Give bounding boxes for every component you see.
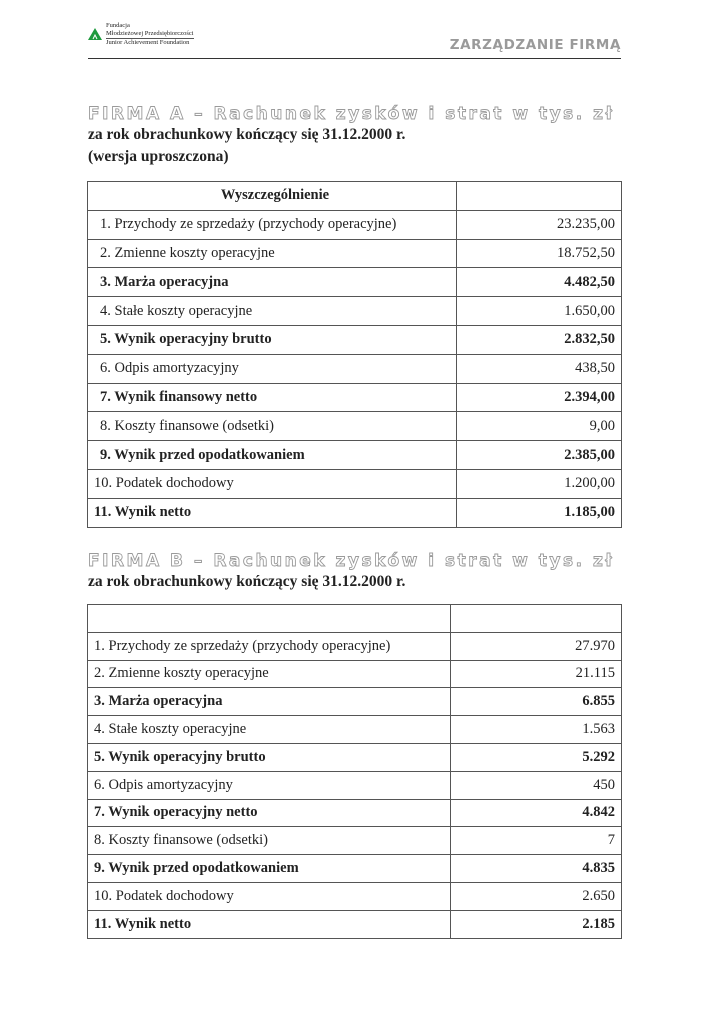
firma-b-title: FIRMA B – Rachunek zysków i strat w tys. zł: [88, 551, 615, 571]
row-value: 1.563: [451, 716, 622, 744]
firma-a-subtitle: za rok obrachunkowy kończący się 31.12.2000 r.: [88, 126, 406, 143]
row-value: 18.752,50: [457, 239, 622, 268]
table-row: [88, 383, 622, 412]
row-label: 1. Przychody ze sprzedaży (przychody operacyjne): [88, 632, 451, 660]
row-label: 7. Wynik operacyjny netto: [88, 799, 451, 827]
logo-text: [106, 22, 194, 47]
row-value: 4.842: [451, 799, 622, 827]
table-header-row: [88, 182, 622, 211]
table-row: [88, 239, 622, 268]
row-label: 9. Wynik przed opodatkowaniem: [88, 441, 457, 470]
column-header-description: [88, 605, 451, 633]
page-header: [88, 20, 621, 59]
row-label: 1. Przychody ze sprzedaży (przychody operacyjne): [88, 210, 457, 239]
row-value: 4.482,50: [457, 268, 622, 297]
row-label: 9. Wynik przed opodatkowaniem: [88, 855, 451, 883]
row-label: 10. Podatek dochodowy: [88, 469, 457, 498]
logo-line-1: Fundacja: [106, 22, 130, 29]
row-value: 1.650,00: [457, 297, 622, 326]
table-row: [88, 910, 622, 938]
row-label: 6. Odpis amortyzacyjny: [88, 354, 457, 383]
table-row: [88, 469, 622, 498]
row-label: 7. Wynik finansowy netto: [88, 383, 457, 412]
table-row: [88, 660, 622, 688]
row-label: 11. Wynik netto: [88, 498, 457, 527]
firma-b-heading: [88, 551, 628, 593]
table-row: [88, 882, 622, 910]
row-value: 7: [451, 827, 622, 855]
row-label: 5. Wynik operacyjny brutto: [88, 325, 457, 354]
row-value: 1.185,00: [457, 498, 622, 527]
row-label: 6. Odpis amortyzacyjny: [88, 771, 451, 799]
row-value: 21.115: [451, 660, 622, 688]
table-row: [88, 441, 622, 470]
table-row: [88, 688, 622, 716]
column-header-description: Wyszczególnienie: [88, 182, 457, 211]
table-row: [88, 354, 622, 383]
row-label: 3. Marża operacyjna: [88, 688, 451, 716]
table-row: [88, 498, 622, 527]
column-header-value: [457, 182, 622, 211]
row-label: 8. Koszty finansowe (odsetki): [88, 827, 451, 855]
row-value: 2.185: [451, 910, 622, 938]
row-label: 3. Marża operacyjna: [88, 268, 457, 297]
row-value: 438,50: [457, 354, 622, 383]
firma-a-version-note: (wersja uproszczona): [88, 148, 229, 165]
table-row: [88, 325, 622, 354]
row-value: 2.385,00: [457, 441, 622, 470]
row-value: 9,00: [457, 412, 622, 441]
section-label: ZARZĄDZANIE FIRMĄ: [449, 37, 621, 53]
row-label: 11. Wynik netto: [88, 910, 451, 938]
row-value: 1.200,00: [457, 469, 622, 498]
firma-a-title: FIRMA A – Rachunek zysków i strat w tys. zł: [88, 104, 615, 124]
table-row: [88, 268, 622, 297]
firma-b-subtitle: za rok obrachunkowy kończący się 31.12.2000 r.: [88, 573, 406, 590]
row-label: 10. Podatek dochodowy: [88, 882, 451, 910]
row-label: 2. Zmienne koszty operacyjne: [88, 239, 457, 268]
column-header-value: [451, 605, 622, 633]
table-row: [88, 771, 622, 799]
table-row: [88, 716, 622, 744]
table-row: [88, 855, 622, 883]
table-row: [88, 743, 622, 771]
table-header-row: [88, 605, 622, 633]
table-row: [88, 799, 622, 827]
row-label: 4. Stałe koszty operacyjne: [88, 716, 451, 744]
row-label: 5. Wynik operacyjny brutto: [88, 743, 451, 771]
logo-line-3: Junior Achievement Foundation: [106, 39, 190, 46]
row-value: 27.970: [451, 632, 622, 660]
row-value: 2.832,50: [457, 325, 622, 354]
triangle-tree-logo-icon: [88, 28, 102, 40]
table-row: [88, 297, 622, 326]
foundation-logo: [88, 22, 194, 47]
firma-a-heading: [88, 104, 628, 168]
table-row: [88, 412, 622, 441]
row-value: 450: [451, 771, 622, 799]
firma-b-income-table: [87, 604, 622, 939]
table-row: [88, 210, 622, 239]
row-value: 23.235,00: [457, 210, 622, 239]
row-label: 4. Stałe koszty operacyjne: [88, 297, 457, 326]
table-row: [88, 827, 622, 855]
firma-a-income-table: [87, 181, 622, 528]
logo-line-2: Młodzieżowej Przedsiębiorczości: [106, 30, 194, 37]
row-value: 6.855: [451, 688, 622, 716]
row-value: 2.650: [451, 882, 622, 910]
row-value: 4.835: [451, 855, 622, 883]
row-value: 2.394,00: [457, 383, 622, 412]
row-label: 8. Koszty finansowe (odsetki): [88, 412, 457, 441]
row-label: 2. Zmienne koszty operacyjne: [88, 660, 451, 688]
table-row: [88, 632, 622, 660]
row-value: 5.292: [451, 743, 622, 771]
